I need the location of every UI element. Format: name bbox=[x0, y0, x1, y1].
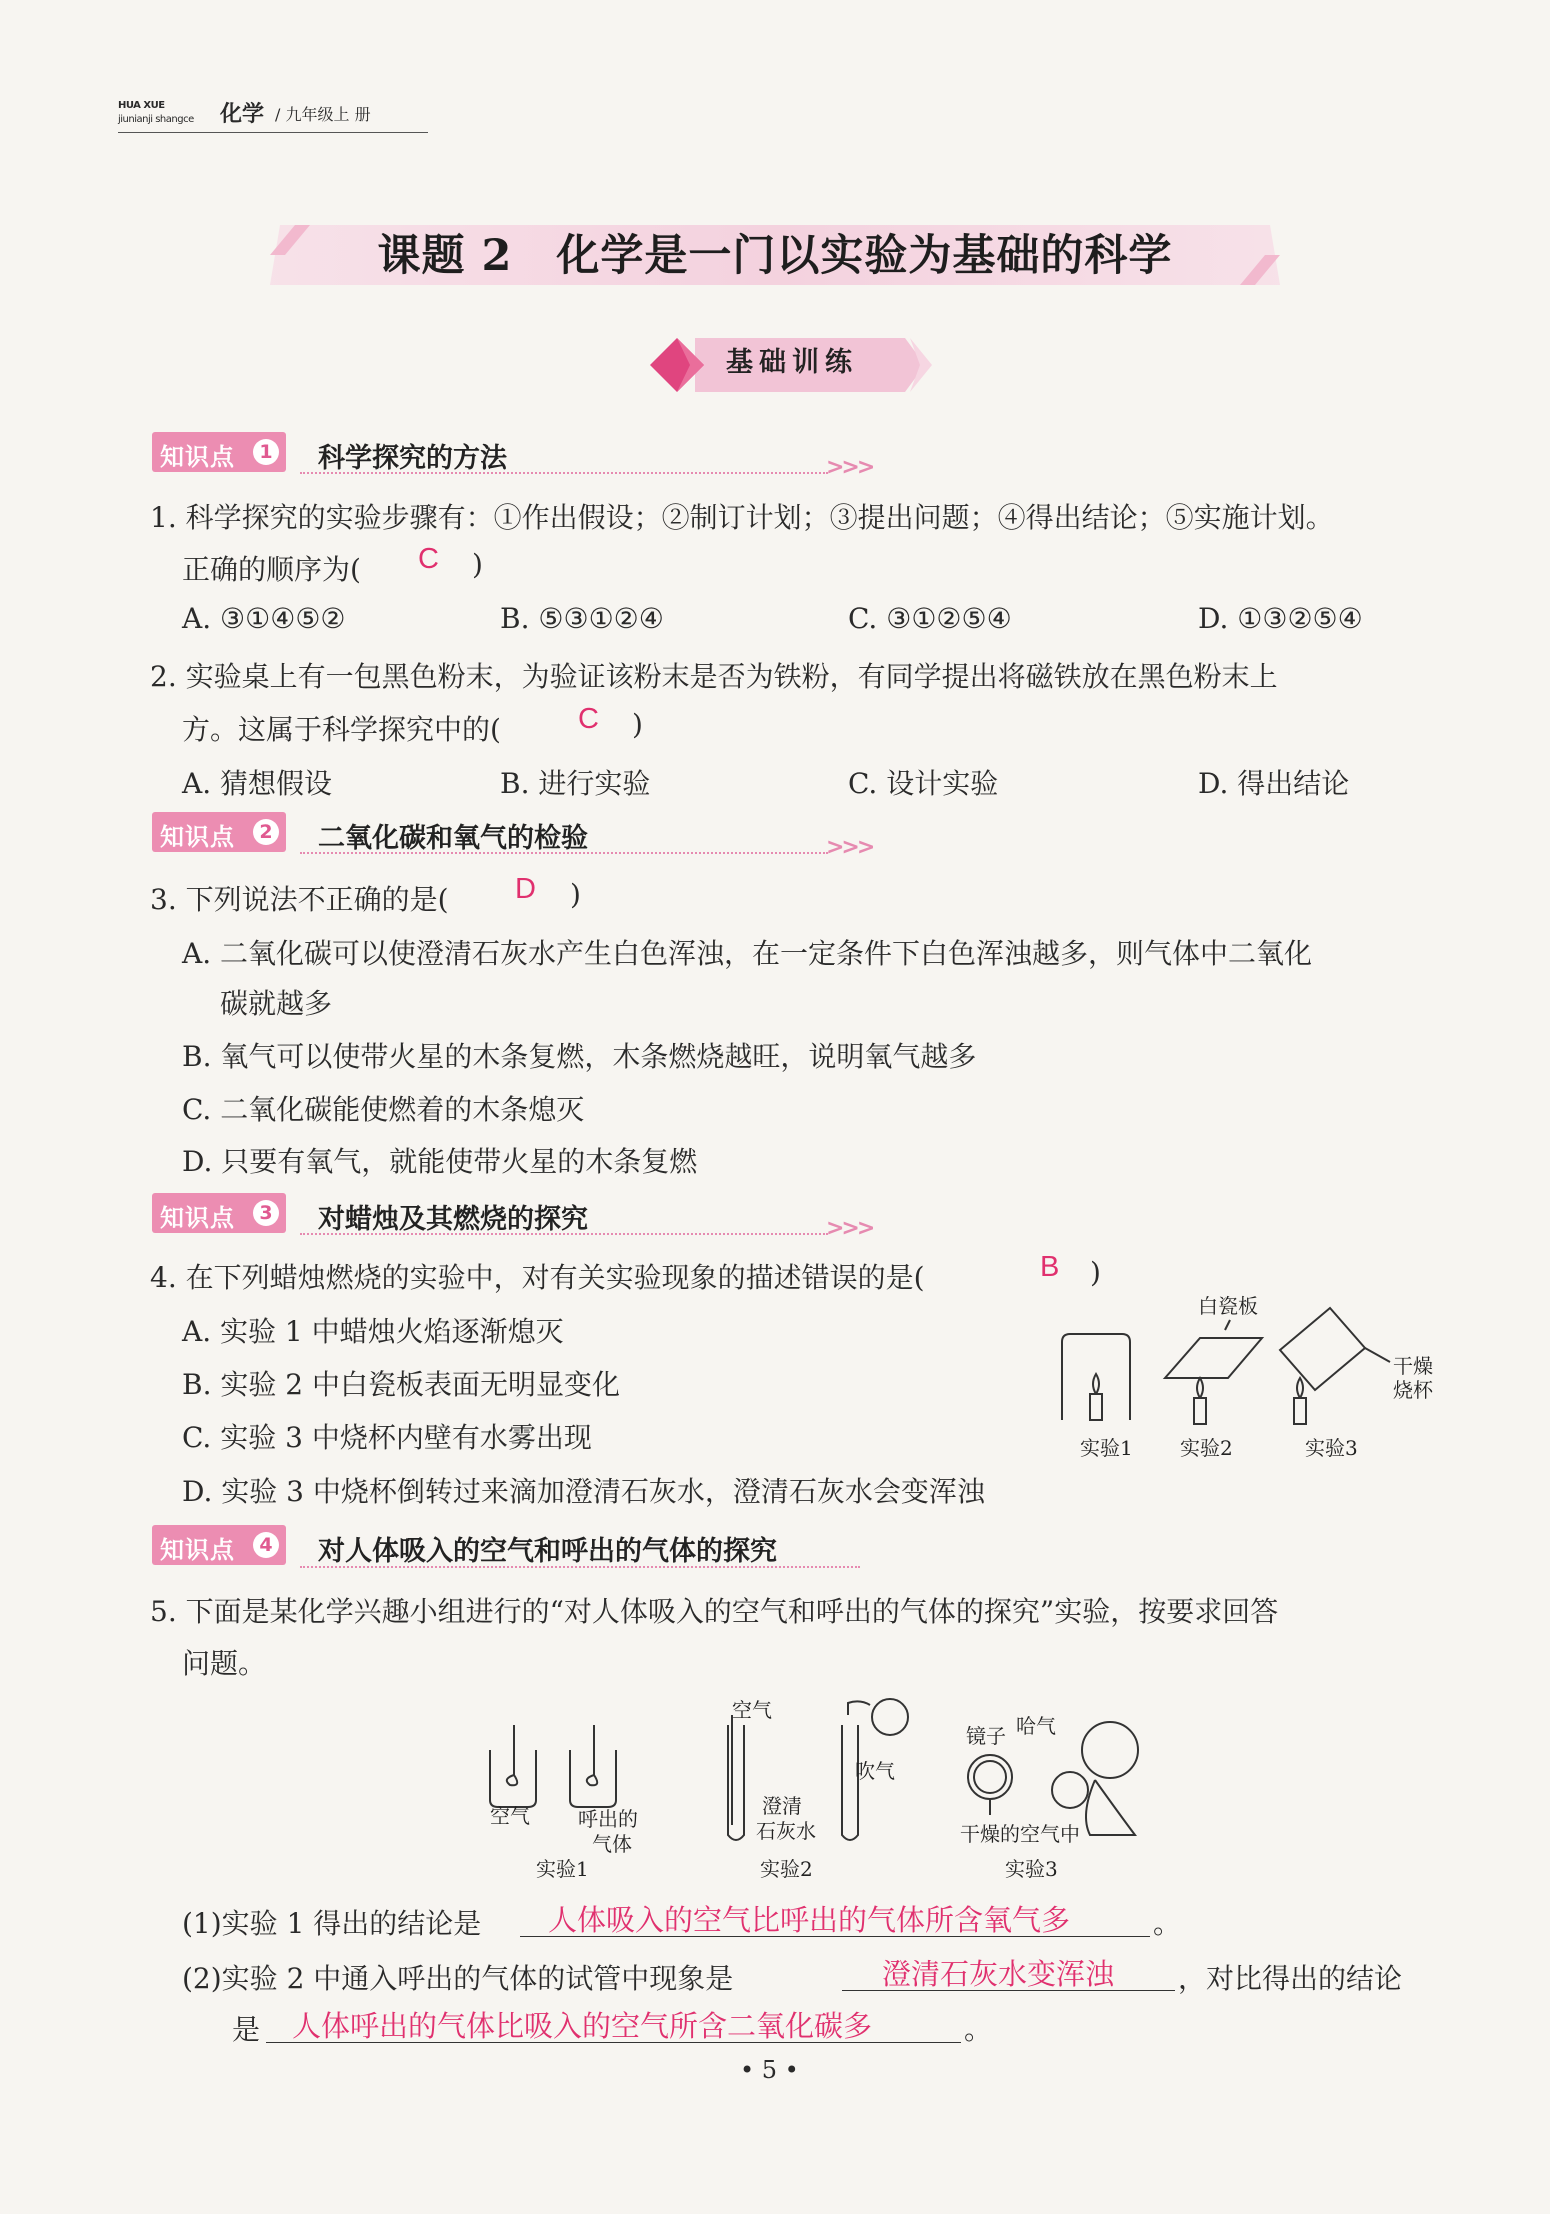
q1-answer: C bbox=[418, 543, 439, 575]
section-title: 基础训练 bbox=[726, 347, 858, 378]
q2-answer: C bbox=[578, 703, 599, 735]
page-number: • 5 • bbox=[740, 2056, 799, 2084]
fig-label-q5-exp2: 实验2 bbox=[760, 1857, 813, 1881]
q5-part2-end: 。 bbox=[964, 2013, 993, 2046]
knowledge-title: 对蜡烛及其燃烧的探究 bbox=[318, 1204, 588, 1235]
header-brand-en-sub: jiunianji shangce bbox=[118, 114, 194, 125]
knowledge-divider bbox=[300, 1233, 828, 1235]
fig-label-exp2: 实验2 bbox=[1180, 1436, 1233, 1460]
q4-option-a: A. 实验 1 中蜡烛火焰逐渐熄灭 bbox=[182, 1315, 564, 1348]
q4-stem: 4. 在下列蜡烛燃烧的实验中，对有关实验现象的描述错误的是( bbox=[150, 1261, 925, 1294]
q2-option-c: C. 设计实验 bbox=[848, 767, 999, 800]
q2-option-d: D. 得出结论 bbox=[1198, 767, 1350, 800]
fig-label-dry-air: 干燥的空气中 bbox=[960, 1822, 1080, 1846]
q3-option-d: D. 只要有氧气，就能使带火星的木条复燃 bbox=[182, 1145, 698, 1178]
fig-label-air2: 空气 bbox=[732, 1698, 772, 1722]
knowledge-title: 科学探究的方法 bbox=[318, 443, 507, 474]
fig-label-lime-1: 澄清 bbox=[762, 1794, 802, 1818]
q3-option-c: C. 二氧化碳能使燃着的木条熄灭 bbox=[182, 1093, 585, 1126]
q1-option-b: B. ⑤③①②④ bbox=[500, 602, 664, 635]
q5-part1-prompt: (1)实验 1 得出的结论是 bbox=[182, 1907, 482, 1940]
fig-label-lime-2: 石灰水 bbox=[756, 1819, 816, 1843]
q3-option-a: A. 二氧化碳可以使澄清石灰水产生白色浑浊，在一定条件下白色浑浊越多，则气体中二氧化 bbox=[182, 937, 1313, 970]
knowledge-divider bbox=[300, 1566, 860, 1568]
q1-stem-2: 正确的顺序为( bbox=[182, 553, 361, 586]
q1-stem: 1. 科学探究的实验步骤有：①作出假设；②制订计划；③提出问题；④得出结论；⑤实施计划。 bbox=[150, 501, 1334, 534]
knowledge-arrow: >>> bbox=[826, 1216, 873, 1241]
knowledge-divider bbox=[300, 472, 828, 474]
q4-option-b: B. 实验 2 中白瓷板表面无明显变化 bbox=[182, 1368, 620, 1401]
lesson-title: 课题 2 化学是一门以实验为基础的科学 bbox=[377, 231, 1173, 281]
header-subject: 化学 bbox=[220, 101, 265, 127]
q5-part1-answer: 人体吸入的空气比呼出的气体所含氧气多 bbox=[548, 1903, 1071, 1937]
q3-option-a-cont: 碳就越多 bbox=[220, 987, 333, 1020]
fig-label-exp3: 实验3 bbox=[1305, 1436, 1358, 1460]
knowledge-label: 知识点 bbox=[160, 823, 235, 851]
q5-part2-answer-2: 人体呼出的气体比吸入的空气所含二氧化碳多 bbox=[292, 2009, 873, 2043]
knowledge-number: 1 bbox=[253, 439, 279, 465]
q1-option-c: C. ③①②⑤④ bbox=[848, 602, 1012, 635]
q3-stem: 3. 下列说法不正确的是( bbox=[150, 883, 449, 916]
knowledge-label: 知识点 bbox=[160, 443, 235, 471]
knowledge-label: 知识点 bbox=[160, 1204, 235, 1232]
q3-option-b: B. 氧气可以使带火星的木条复燃，木条燃烧越旺，说明氧气越多 bbox=[182, 1040, 977, 1073]
q2-option-a: A. 猜想假设 bbox=[182, 767, 333, 800]
q2-paren-close: ) bbox=[632, 708, 643, 741]
knowledge-number: 2 bbox=[253, 819, 279, 845]
q5-part2-answer: 澄清石灰水变浑浊 bbox=[882, 1957, 1115, 1991]
header-brand-en: HUA XUE bbox=[118, 100, 165, 111]
fig-label-beaker-1: 干燥 bbox=[1393, 1354, 1433, 1378]
knowledge-number: 3 bbox=[253, 1200, 279, 1226]
knowledge-title: 对人体吸入的空气和呼出的气体的探究 bbox=[318, 1536, 777, 1567]
q1-paren-close: ) bbox=[472, 548, 483, 581]
fig-label-exp1: 实验1 bbox=[1080, 1436, 1133, 1460]
q4-answer: B bbox=[1040, 1251, 1060, 1283]
q2-option-b: B. 进行实验 bbox=[500, 767, 651, 800]
q4-option-c: C. 实验 3 中烧杯内壁有水雾出现 bbox=[182, 1421, 592, 1454]
q4-paren-close: ) bbox=[1090, 1256, 1101, 1289]
q3-answer: D bbox=[515, 873, 536, 905]
fig-label-breathe: 哈气 bbox=[1016, 1714, 1056, 1738]
fig-label-q5-exp1: 实验1 bbox=[536, 1857, 589, 1881]
knowledge-arrow: >>> bbox=[826, 455, 873, 480]
fig-label-air: 空气 bbox=[490, 1804, 530, 1828]
fig-label-mirror: 镜子 bbox=[966, 1724, 1006, 1748]
q1-option-d: D. ①③②⑤④ bbox=[1198, 602, 1363, 635]
knowledge-arrow: >>> bbox=[826, 835, 873, 860]
q5-part2-prompt-2: 是 bbox=[232, 2013, 261, 2046]
fig-label-exhaled-1: 呼出的 bbox=[578, 1807, 638, 1831]
q5-part2-mid: ，对比得出的结论 bbox=[1178, 1962, 1403, 1995]
knowledge-label: 知识点 bbox=[160, 1536, 235, 1564]
knowledge-number: 4 bbox=[253, 1532, 279, 1558]
q5-stem-2: 问题。 bbox=[182, 1647, 267, 1680]
knowledge-title: 二氧化碳和氧气的检验 bbox=[318, 823, 588, 854]
header-grade: / 九年级上 册 bbox=[275, 105, 371, 124]
fig-label-exhaled-2: 气体 bbox=[592, 1832, 632, 1856]
q3-paren-close: ) bbox=[570, 878, 581, 911]
fig-label-plate: 白瓷板 bbox=[1198, 1294, 1258, 1318]
fig-label-q5-exp3: 实验3 bbox=[1005, 1857, 1058, 1881]
q2-stem-2: 方。这属于科学探究中的( bbox=[182, 713, 501, 746]
q5-stem: 5. 下面是某化学兴趣小组进行的“对人体吸入的空气和呼出的气体的探究”实验，按要求回答 bbox=[150, 1595, 1279, 1628]
q2-stem: 2. 实验桌上有一包黑色粉末，为验证该粉末是否为铁粉，有同学提出将磁铁放在黑色粉末上 bbox=[150, 660, 1278, 693]
knowledge-divider bbox=[300, 852, 828, 854]
q5-part2-prompt: (2)实验 2 中通入呼出的气体的试管中现象是 bbox=[182, 1962, 734, 1995]
q5-part1-end: 。 bbox=[1153, 1907, 1182, 1940]
q1-option-a: A. ③①④⑤② bbox=[182, 602, 346, 635]
fig-label-beaker-2: 烧杯 bbox=[1393, 1378, 1433, 1402]
fig-label-blow: 吹气 bbox=[855, 1759, 895, 1783]
q4-option-d: D. 实验 3 中烧杯倒转过来滴加澄清石灰水，澄清石灰水会变浑浊 bbox=[182, 1475, 985, 1508]
